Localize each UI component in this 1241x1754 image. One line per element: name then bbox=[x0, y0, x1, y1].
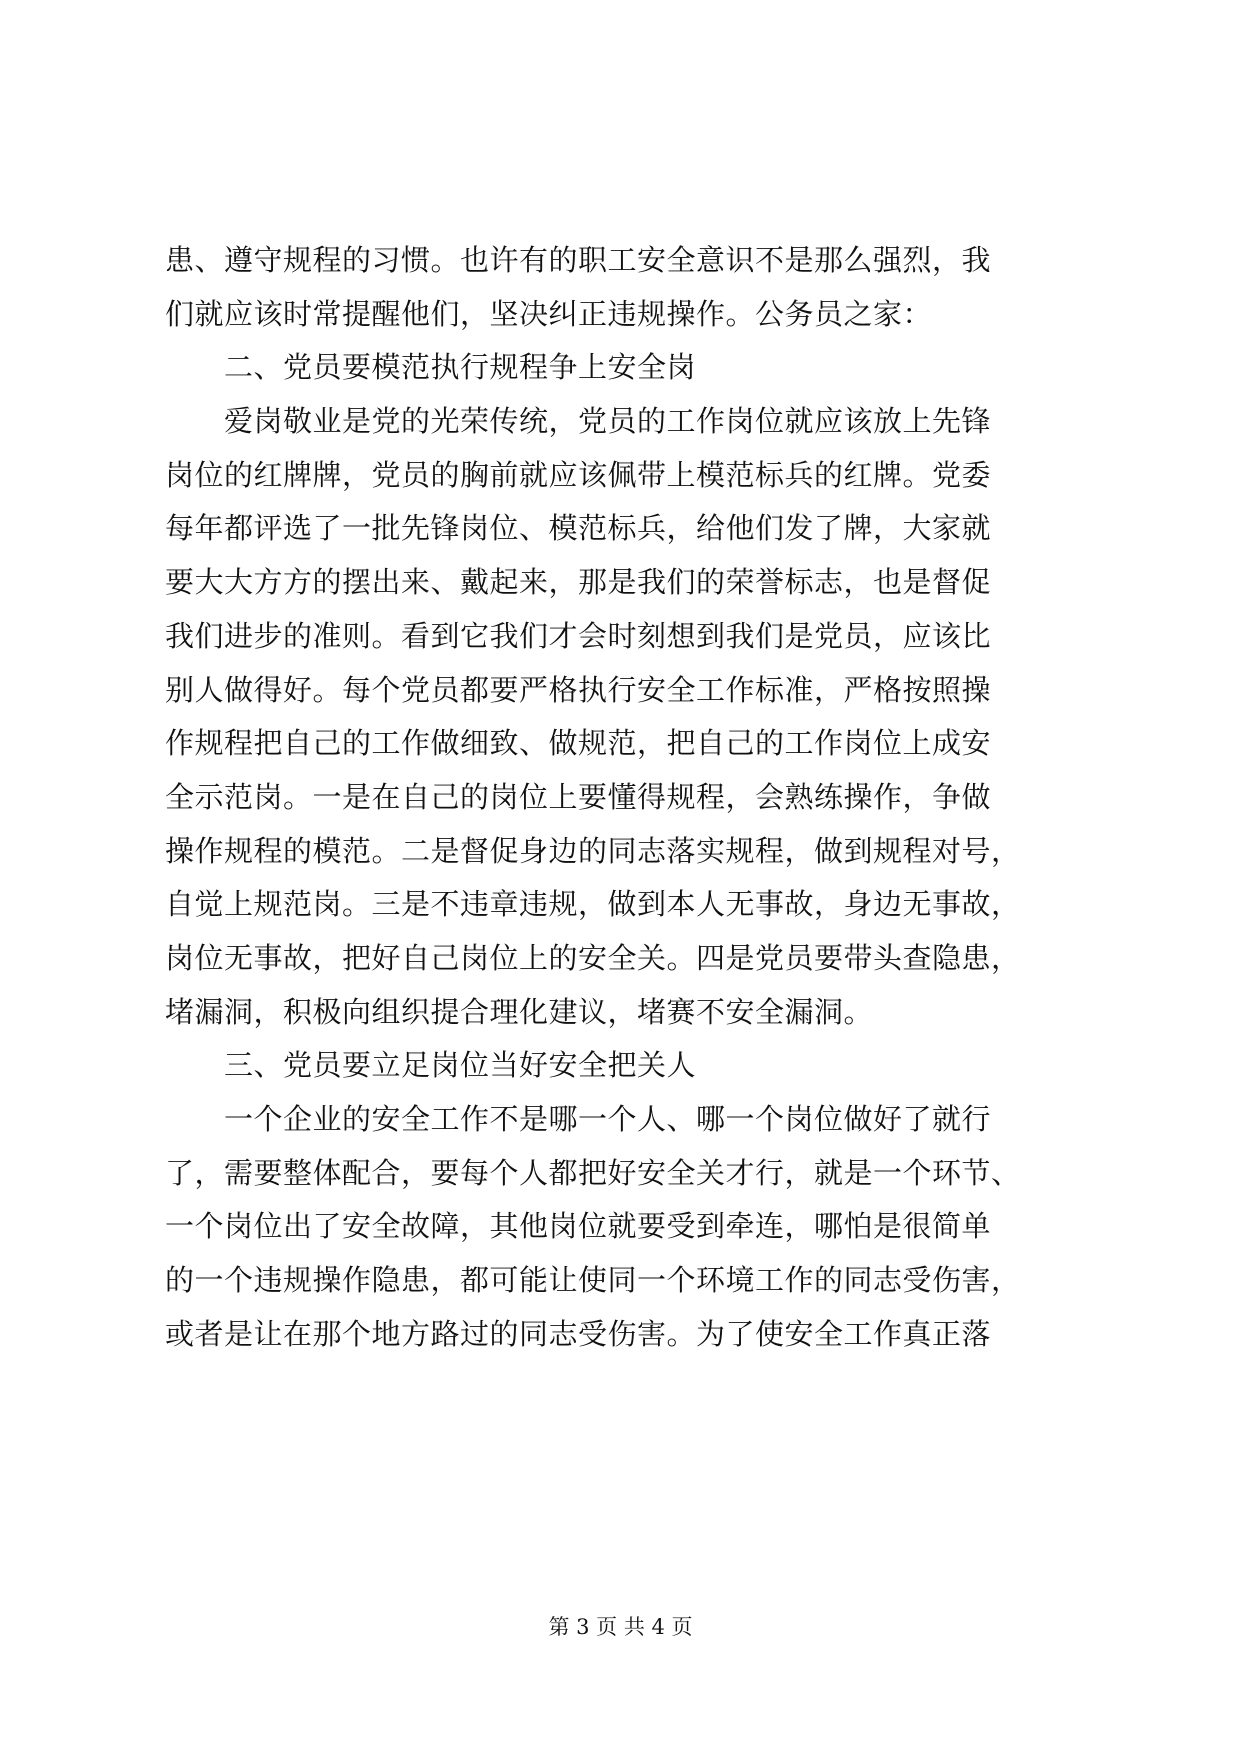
text-line: 患、遵守规程的习惯。也许有的职工安全意识不是那么强烈，我 bbox=[165, 243, 992, 277]
text-line: 自觉上规范岗。三是不违章违规，做到本人无事故，身边无事故， bbox=[165, 887, 1021, 922]
text-line: 岗位无事故，把好自己岗位上的安全关。四是党员要带头查隐患， bbox=[165, 940, 1021, 975]
section-heading: 二、党员要模范执行规程争上安全岗 bbox=[165, 350, 697, 385]
text-line: 一个企业的安全工作不是哪一个人、哪一个岗位做好了就行 bbox=[165, 1102, 992, 1136]
section-heading: 三、党员要立足岗位当好安全把关人 bbox=[165, 1048, 697, 1083]
text-line: 岗位的红牌牌，党员的胸前就应该佩带上模范标兵的红牌。党委 bbox=[165, 457, 992, 492]
text-line: 的一个违规操作隐患，都可能让使同一个环境工作的同志受伤害， bbox=[165, 1263, 1021, 1298]
text-line: 了，需要整体配合，要每个人都把好安全关才行，就是一个环节、 bbox=[165, 1155, 1021, 1190]
text-line: 每年都评选了一批先锋岗位、模范标兵，给他们发了牌，大家就 bbox=[165, 511, 992, 546]
text-line: 堵漏洞，积极向组织提合理化建议，堵赛不安全漏洞。 bbox=[165, 994, 874, 1029]
text-line: 操作规程的模范。二是督促身边的同志落实规程，做到规程对号， bbox=[165, 833, 1021, 868]
text-line: 爱岗敬业是党的光荣传统，党员的工作岗位就应该放上先锋 bbox=[165, 404, 992, 439]
body-text bbox=[165, 234, 1090, 1361]
text-line: 全示范岗。一是在自己的岗位上要懂得规程，会熟练操作，争做 bbox=[165, 779, 992, 814]
text-line: 别人做得好。每个党员都要严格执行安全工作标准，严格按照操 bbox=[165, 672, 992, 707]
text-line: 我们进步的准则。看到它我们才会时刻想到我们是党员，应该比 bbox=[165, 618, 992, 653]
text-line: 一个岗位出了安全故障，其他岗位就要受到牵连，哪怕是很简单 bbox=[165, 1209, 992, 1244]
text-line: 要大大方方的摆出来、戴起来，那是我们的荣誉标志，也是督促 bbox=[165, 565, 992, 600]
text-line: 或者是让在那个地方路过的同志受伤害。为了使安全工作真正落 bbox=[165, 1316, 992, 1351]
text-line: 们就应该时常提醒他们，坚决纠正违规操作。公务员之家： bbox=[165, 296, 933, 331]
text-line: 作规程把自己的工作做细致、做规范，把自己的工作岗位上成安 bbox=[165, 726, 992, 761]
page-footer: 第 3 页 共 4 页 bbox=[548, 1615, 693, 1639]
